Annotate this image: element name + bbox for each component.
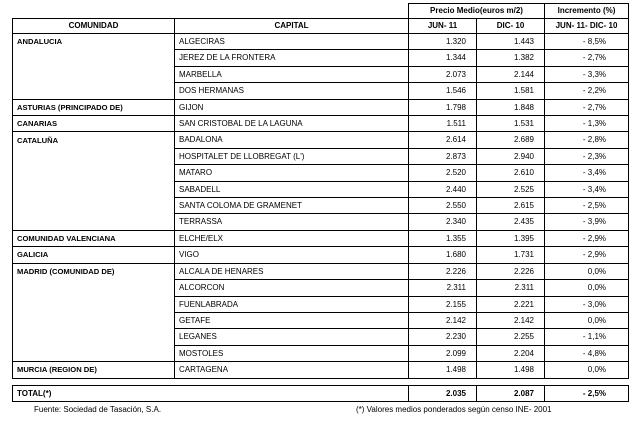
increment-cell: - 2,2% bbox=[545, 83, 629, 99]
table-row bbox=[13, 345, 629, 361]
increment-cell: - 2,5% bbox=[545, 198, 629, 214]
capital-cell: JEREZ DE LA FRONTERA bbox=[175, 50, 409, 66]
total-dic10: 2.087 bbox=[477, 385, 545, 401]
dic10-cell: 2.255 bbox=[477, 329, 545, 345]
comunidad-cell: MURCIA (REGION DE) bbox=[13, 362, 175, 378]
comunidad-cell-empty bbox=[13, 181, 175, 197]
table-row bbox=[13, 312, 629, 328]
increment-cell: - 2,7% bbox=[545, 50, 629, 66]
table-row bbox=[13, 34, 629, 50]
jun11-cell: 2.230 bbox=[409, 329, 477, 345]
comunidad-cell: GALICIA bbox=[13, 247, 175, 263]
jun11-cell: 2.073 bbox=[409, 66, 477, 82]
capital-cell: MATARO bbox=[175, 165, 409, 181]
total-jun11: 2.035 bbox=[409, 385, 477, 401]
table-row bbox=[13, 362, 629, 378]
jun11-cell: 2.550 bbox=[409, 198, 477, 214]
capital-cell: TERRASSA bbox=[175, 214, 409, 230]
comunidad-cell-empty bbox=[13, 329, 175, 345]
jun11-cell: 2.614 bbox=[409, 132, 477, 148]
jun11-cell: 1.680 bbox=[409, 247, 477, 263]
comunidad-cell-empty bbox=[13, 345, 175, 361]
increment-cell: - 2,8% bbox=[545, 132, 629, 148]
incremento-group-header: Incremento (%) bbox=[545, 4, 629, 19]
increment-cell: - 8,5% bbox=[545, 34, 629, 50]
increment-cell: - 3,3% bbox=[545, 66, 629, 82]
capital-cell: SAN CRISTOBAL DE LA LAGUNA bbox=[175, 116, 409, 132]
comunidad-cell: ANDALUCIA bbox=[13, 34, 175, 50]
dic10-cell: 1.395 bbox=[477, 230, 545, 246]
precio-group-header: Precio Medio(euros m/2) bbox=[409, 4, 545, 19]
dic10-cell: 2.615 bbox=[477, 198, 545, 214]
jun11-header: JUN- 11 bbox=[409, 19, 477, 34]
dic10-cell: 2.142 bbox=[477, 312, 545, 328]
table-row bbox=[13, 263, 629, 279]
increment-cell: 0,0% bbox=[545, 312, 629, 328]
jun11-cell: 1.320 bbox=[409, 34, 477, 50]
table-row bbox=[13, 280, 629, 296]
increment-cell: - 3,4% bbox=[545, 165, 629, 181]
capital-cell: SANTA COLOMA DE GRAMENET bbox=[175, 198, 409, 214]
footer-source: Fuente: Sociedad de Tasación, S.A. bbox=[34, 405, 162, 414]
dic10-header: DIC- 10 bbox=[477, 19, 545, 34]
comunidad-cell-empty bbox=[13, 214, 175, 230]
table-row bbox=[13, 165, 629, 181]
dic10-cell: 1.531 bbox=[477, 116, 545, 132]
table-row bbox=[13, 329, 629, 345]
capital-cell: VIGO bbox=[175, 247, 409, 263]
dic10-cell: 1.848 bbox=[477, 99, 545, 115]
capital-cell: ELCHE/ELX bbox=[175, 230, 409, 246]
jun11-cell: 2.440 bbox=[409, 181, 477, 197]
dic10-cell: 2.144 bbox=[477, 66, 545, 82]
spacer-row bbox=[13, 378, 629, 385]
jun11-cell: 1.498 bbox=[409, 362, 477, 378]
dic10-cell: 1.498 bbox=[477, 362, 545, 378]
header-columns-row bbox=[13, 19, 629, 34]
capital-cell: GETAFE bbox=[175, 312, 409, 328]
comunidad-cell: COMUNIDAD VALENCIANA bbox=[13, 230, 175, 246]
increment-cell: - 1,3% bbox=[545, 116, 629, 132]
table-row bbox=[13, 116, 629, 132]
increment-cell: 0,0% bbox=[545, 362, 629, 378]
comunidad-cell: MADRID (COMUNIDAD DE) bbox=[13, 263, 175, 279]
jun11-cell: 2.873 bbox=[409, 148, 477, 164]
capital-cell: CARTAGENA bbox=[175, 362, 409, 378]
jun11-cell: 1.355 bbox=[409, 230, 477, 246]
comunidad-cell-empty bbox=[13, 198, 175, 214]
increment-cell: - 1,1% bbox=[545, 329, 629, 345]
table-row bbox=[13, 214, 629, 230]
increment-cell: - 2,9% bbox=[545, 247, 629, 263]
dic10-cell: 2.610 bbox=[477, 165, 545, 181]
capital-cell: LEGANES bbox=[175, 329, 409, 345]
dic10-cell: 2.435 bbox=[477, 214, 545, 230]
increment-cell: - 2,3% bbox=[545, 148, 629, 164]
table-row bbox=[13, 247, 629, 263]
dic10-cell: 1.581 bbox=[477, 83, 545, 99]
jun11-cell: 2.155 bbox=[409, 296, 477, 312]
table-row bbox=[13, 132, 629, 148]
comunidad-cell: CATALUÑA bbox=[13, 132, 175, 148]
table-row bbox=[13, 83, 629, 99]
capital-cell: FUENLABRADA bbox=[175, 296, 409, 312]
total-increment: - 2,5% bbox=[545, 385, 629, 401]
capital-cell: ALCORCON bbox=[175, 280, 409, 296]
jun11-cell: 1.546 bbox=[409, 83, 477, 99]
capital-header: CAPITAL bbox=[175, 19, 409, 34]
jun11-cell: 2.311 bbox=[409, 280, 477, 296]
jun11-cell: 2.520 bbox=[409, 165, 477, 181]
price-table-container bbox=[12, 3, 628, 402]
dic10-cell: 2.940 bbox=[477, 148, 545, 164]
total-label: TOTAL(*) bbox=[13, 385, 175, 401]
dic10-cell: 2.204 bbox=[477, 345, 545, 361]
jun11-cell: 2.340 bbox=[409, 214, 477, 230]
jun11-cell: 1.511 bbox=[409, 116, 477, 132]
dic10-cell: 2.689 bbox=[477, 132, 545, 148]
capital-cell: ALGECIRAS bbox=[175, 34, 409, 50]
comunidad-cell-empty bbox=[13, 148, 175, 164]
dic10-cell: 1.382 bbox=[477, 50, 545, 66]
increment-cell: - 3,9% bbox=[545, 214, 629, 230]
jun11-cell: 1.798 bbox=[409, 99, 477, 115]
dic10-cell: 2.311 bbox=[477, 280, 545, 296]
table-row bbox=[13, 230, 629, 246]
comunidad-header: COMUNIDAD bbox=[13, 19, 175, 34]
header-group-row bbox=[13, 4, 629, 19]
price-table bbox=[12, 3, 629, 402]
capital-cell: BADALONA bbox=[175, 132, 409, 148]
comunidad-cell-empty bbox=[13, 66, 175, 82]
dic10-cell: 1.443 bbox=[477, 34, 545, 50]
comunidad-cell-empty bbox=[13, 312, 175, 328]
table-row bbox=[13, 50, 629, 66]
capital-cell: HOSPITALET DE LLOBREGAT (L') bbox=[175, 148, 409, 164]
increment-cell: 0,0% bbox=[545, 263, 629, 279]
jun11-cell: 2.099 bbox=[409, 345, 477, 361]
table-row bbox=[13, 148, 629, 164]
comunidad-cell: CANARIAS bbox=[13, 116, 175, 132]
capital-cell: MARBELLA bbox=[175, 66, 409, 82]
comunidad-cell-empty bbox=[13, 83, 175, 99]
dic10-cell: 2.226 bbox=[477, 263, 545, 279]
table-row bbox=[13, 66, 629, 82]
dic10-cell: 2.525 bbox=[477, 181, 545, 197]
jun11-cell: 2.226 bbox=[409, 263, 477, 279]
table-row bbox=[13, 181, 629, 197]
jun11-cell: 2.142 bbox=[409, 312, 477, 328]
increment-period-header: JUN- 11- DIC- 10 bbox=[545, 19, 629, 34]
comunidad-cell: ASTURIAS (PRINCIPADO DE) bbox=[13, 99, 175, 115]
increment-cell: - 3,0% bbox=[545, 296, 629, 312]
capital-cell: GIJON bbox=[175, 99, 409, 115]
increment-cell: 0,0% bbox=[545, 280, 629, 296]
capital-cell: SABADELL bbox=[175, 181, 409, 197]
table-body bbox=[13, 34, 629, 379]
table-row bbox=[13, 198, 629, 214]
capital-cell: MOSTOLES bbox=[175, 345, 409, 361]
dic10-cell: 1.731 bbox=[477, 247, 545, 263]
comunidad-cell-empty bbox=[13, 50, 175, 66]
total-row bbox=[13, 385, 629, 401]
increment-cell: - 4,8% bbox=[545, 345, 629, 361]
increment-cell: - 2,7% bbox=[545, 99, 629, 115]
jun11-cell: 1.344 bbox=[409, 50, 477, 66]
dic10-cell: 2.221 bbox=[477, 296, 545, 312]
footer-note: (*) Valores medios ponderados según censo INE- 2001 bbox=[356, 405, 552, 414]
increment-cell: - 2,9% bbox=[545, 230, 629, 246]
capital-cell: DOS HERMANAS bbox=[175, 83, 409, 99]
table-row bbox=[13, 99, 629, 115]
comunidad-cell-empty bbox=[13, 280, 175, 296]
table-row bbox=[13, 296, 629, 312]
capital-cell: ALCALA DE HENARES bbox=[175, 263, 409, 279]
comunidad-cell-empty bbox=[13, 296, 175, 312]
comunidad-cell-empty bbox=[13, 165, 175, 181]
increment-cell: - 3,4% bbox=[545, 181, 629, 197]
